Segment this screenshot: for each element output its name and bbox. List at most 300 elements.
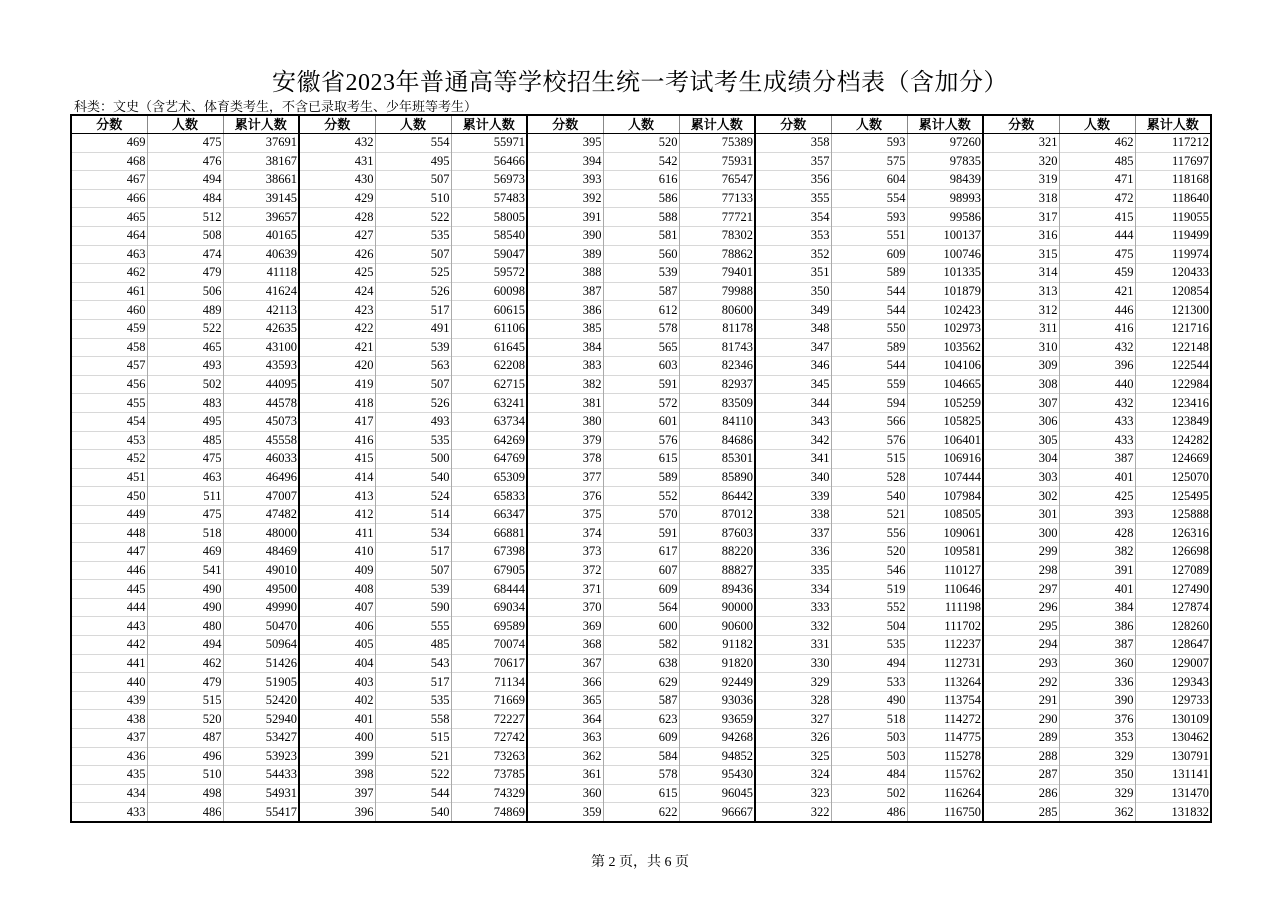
table-cell: 507 (375, 561, 451, 580)
table-cell: 87012 (679, 505, 755, 524)
table-cell: 493 (375, 412, 451, 431)
table-cell: 93036 (679, 691, 755, 710)
table-row (71, 357, 1211, 376)
table-cell: 379 (527, 431, 603, 450)
table-cell: 409 (299, 561, 375, 580)
table-cell: 47007 (223, 487, 299, 506)
table-cell: 89436 (679, 580, 755, 599)
table-cell: 85890 (679, 468, 755, 487)
table-cell: 476 (147, 152, 223, 171)
table-cell: 576 (831, 431, 907, 450)
table-cell: 566 (831, 412, 907, 431)
table-cell: 411 (299, 524, 375, 543)
table-cell: 60615 (451, 301, 527, 320)
table-cell: 60098 (451, 282, 527, 301)
column-header: 分数 (983, 115, 1059, 134)
table-cell: 295 (983, 617, 1059, 636)
table-row (71, 691, 1211, 710)
table-cell: 401 (1059, 468, 1135, 487)
table-cell: 570 (603, 505, 679, 524)
table-row (71, 580, 1211, 599)
table-cell: 425 (299, 264, 375, 283)
table-cell: 128647 (1135, 636, 1211, 655)
table-cell: 117212 (1135, 134, 1211, 153)
table-cell: 387 (1059, 450, 1135, 469)
table-cell: 331 (755, 636, 831, 655)
table-cell: 496 (147, 747, 223, 766)
table-cell: 498 (147, 784, 223, 803)
table-cell: 381 (527, 394, 603, 413)
table-cell: 457 (71, 357, 147, 376)
table-cell: 445 (71, 580, 147, 599)
table-cell: 39145 (223, 189, 299, 208)
table-row (71, 301, 1211, 320)
table-cell: 332 (755, 617, 831, 636)
table-cell: 510 (147, 766, 223, 785)
table-cell: 91182 (679, 636, 755, 655)
table-cell: 81178 (679, 319, 755, 338)
table-cell: 62715 (451, 375, 527, 394)
table-cell: 96045 (679, 784, 755, 803)
table-cell: 354 (755, 208, 831, 227)
table-cell: 410 (299, 543, 375, 562)
table-cell: 586 (603, 189, 679, 208)
table-cell: 528 (831, 468, 907, 487)
table-cell: 102423 (907, 301, 983, 320)
table-cell: 446 (1059, 301, 1135, 320)
table-cell: 334 (755, 580, 831, 599)
table-cell: 110646 (907, 580, 983, 599)
table-cell: 53427 (223, 729, 299, 748)
column-header: 累计人数 (1135, 115, 1211, 134)
table-cell: 372 (527, 561, 603, 580)
table-cell: 487 (147, 729, 223, 748)
table-cell: 353 (755, 226, 831, 245)
table-cell: 48469 (223, 543, 299, 562)
table-cell: 58005 (451, 208, 527, 227)
table-cell: 475 (147, 505, 223, 524)
table-cell: 39657 (223, 208, 299, 227)
column-header: 累计人数 (451, 115, 527, 134)
table-cell: 67905 (451, 561, 527, 580)
table-cell: 546 (831, 561, 907, 580)
table-cell: 414 (299, 468, 375, 487)
table-cell: 594 (831, 394, 907, 413)
table-cell: 408 (299, 580, 375, 599)
table-cell: 365 (527, 691, 603, 710)
table-cell: 128260 (1135, 617, 1211, 636)
table-cell: 522 (375, 208, 451, 227)
document-title: 安徽省2023年普通高等学校招生统一考试考生成绩分档表（含加分） (272, 70, 1008, 96)
table-cell: 310 (983, 338, 1059, 357)
table-cell: 42113 (223, 301, 299, 320)
table-cell: 302 (983, 487, 1059, 506)
table-cell: 422 (299, 319, 375, 338)
table-cell: 534 (375, 524, 451, 543)
table-cell: 69589 (451, 617, 527, 636)
table-cell: 395 (527, 134, 603, 153)
table-cell: 90000 (679, 598, 755, 617)
table-cell: 600 (603, 617, 679, 636)
table-cell: 65309 (451, 468, 527, 487)
table-cell: 40165 (223, 226, 299, 245)
table-cell: 85301 (679, 450, 755, 469)
table-cell: 515 (147, 691, 223, 710)
table-cell: 469 (71, 134, 147, 153)
table-cell: 450 (71, 487, 147, 506)
table-cell: 440 (71, 673, 147, 692)
table-row (71, 171, 1211, 190)
table-cell: 77133 (679, 189, 755, 208)
table-cell: 405 (299, 636, 375, 655)
table-cell: 485 (147, 431, 223, 450)
table-cell: 502 (147, 375, 223, 394)
table-cell: 61106 (451, 319, 527, 338)
table-row (71, 282, 1211, 301)
table-cell: 540 (375, 468, 451, 487)
table-cell: 368 (527, 636, 603, 655)
table-cell: 430 (299, 171, 375, 190)
table-cell: 512 (147, 208, 223, 227)
table-cell: 572 (603, 394, 679, 413)
table-cell: 350 (1059, 766, 1135, 785)
table-cell: 486 (147, 803, 223, 822)
table-cell: 469 (147, 543, 223, 562)
table-cell: 46033 (223, 450, 299, 469)
table-cell: 61645 (451, 338, 527, 357)
table-row (71, 617, 1211, 636)
table-cell: 507 (375, 171, 451, 190)
table-cell: 313 (983, 282, 1059, 301)
table-cell: 114775 (907, 729, 983, 748)
column-header: 人数 (603, 115, 679, 134)
table-cell: 81743 (679, 338, 755, 357)
table-cell: 578 (603, 766, 679, 785)
table-cell: 363 (527, 729, 603, 748)
table-cell: 448 (71, 524, 147, 543)
table-cell: 345 (755, 375, 831, 394)
table-cell: 535 (375, 226, 451, 245)
table-cell: 116264 (907, 784, 983, 803)
table-cell: 506 (147, 282, 223, 301)
table-cell: 131832 (1135, 803, 1211, 822)
table-cell: 82937 (679, 375, 755, 394)
table-cell: 290 (983, 710, 1059, 729)
table-cell: 607 (603, 561, 679, 580)
table-cell: 90600 (679, 617, 755, 636)
table-cell: 121716 (1135, 319, 1211, 338)
table-cell: 59047 (451, 245, 527, 264)
category-note: 科类：文史（含艺术、体育类考生，不含已录取考生、少年班等考生） (74, 99, 478, 114)
table-cell: 519 (831, 580, 907, 599)
table-cell: 524 (375, 487, 451, 506)
table-cell: 116750 (907, 803, 983, 822)
table-cell: 125888 (1135, 505, 1211, 524)
table-cell: 104106 (907, 357, 983, 376)
table-cell: 307 (983, 394, 1059, 413)
table-cell: 353 (1059, 729, 1135, 748)
table-cell: 494 (147, 171, 223, 190)
table-cell: 485 (1059, 152, 1135, 171)
table-cell: 591 (603, 375, 679, 394)
table-cell: 489 (147, 301, 223, 320)
column-header: 累计人数 (679, 115, 755, 134)
table-cell: 463 (147, 468, 223, 487)
table-cell: 515 (375, 729, 451, 748)
table-cell: 455 (71, 394, 147, 413)
table-cell: 609 (831, 245, 907, 264)
table-cell: 108505 (907, 505, 983, 524)
table-cell: 468 (71, 152, 147, 171)
table-cell: 584 (603, 747, 679, 766)
table-cell: 402 (299, 691, 375, 710)
table-cell: 70074 (451, 636, 527, 655)
table-cell: 490 (147, 580, 223, 599)
table-cell: 495 (375, 152, 451, 171)
table-cell: 369 (527, 617, 603, 636)
table-cell: 544 (831, 282, 907, 301)
table-cell: 335 (755, 561, 831, 580)
table-cell: 129733 (1135, 691, 1211, 710)
table-cell: 415 (1059, 208, 1135, 227)
table-cell: 37691 (223, 134, 299, 153)
table-cell: 47482 (223, 505, 299, 524)
table-cell: 86442 (679, 487, 755, 506)
table-cell: 84110 (679, 412, 755, 431)
table-cell: 438 (71, 710, 147, 729)
table-cell: 385 (527, 319, 603, 338)
table-cell: 127490 (1135, 580, 1211, 599)
table-cell: 403 (299, 673, 375, 692)
table-cell: 312 (983, 301, 1059, 320)
table-row (71, 561, 1211, 580)
table-cell: 106401 (907, 431, 983, 450)
table-cell: 288 (983, 747, 1059, 766)
table-cell: 587 (603, 282, 679, 301)
table-cell: 428 (1059, 524, 1135, 543)
table-cell: 465 (71, 208, 147, 227)
table-row (71, 524, 1211, 543)
table-cell: 43100 (223, 338, 299, 357)
table-cell: 508 (147, 226, 223, 245)
table-cell: 444 (71, 598, 147, 617)
table-cell: 64269 (451, 431, 527, 450)
table-cell: 511 (147, 487, 223, 506)
table-cell: 104665 (907, 375, 983, 394)
table-cell: 377 (527, 468, 603, 487)
table-cell: 300 (983, 524, 1059, 543)
table-cell: 554 (375, 134, 451, 153)
table-cell: 285 (983, 803, 1059, 822)
table-cell: 109061 (907, 524, 983, 543)
table-cell: 49990 (223, 598, 299, 617)
table-cell: 393 (1059, 505, 1135, 524)
table-cell: 358 (755, 134, 831, 153)
table-row (71, 598, 1211, 617)
table-cell: 500 (375, 450, 451, 469)
table-cell: 370 (527, 598, 603, 617)
table-cell: 459 (71, 319, 147, 338)
table-cell: 433 (1059, 431, 1135, 450)
table-cell: 329 (1059, 747, 1135, 766)
column-header: 累计人数 (223, 115, 299, 134)
table-cell: 376 (527, 487, 603, 506)
table-cell: 119055 (1135, 208, 1211, 227)
table-cell: 582 (603, 636, 679, 655)
table-cell: 103562 (907, 338, 983, 357)
table-cell: 51426 (223, 654, 299, 673)
table-cell: 407 (299, 598, 375, 617)
table-cell: 623 (603, 710, 679, 729)
table-header-row (71, 115, 1211, 134)
table-cell: 46496 (223, 468, 299, 487)
table-cell: 386 (527, 301, 603, 320)
table-cell: 94852 (679, 747, 755, 766)
table-cell: 502 (831, 784, 907, 803)
table-cell: 367 (527, 654, 603, 673)
table-cell: 360 (527, 784, 603, 803)
table-cell: 535 (375, 431, 451, 450)
table-cell: 352 (755, 245, 831, 264)
table-cell: 66347 (451, 505, 527, 524)
table-cell: 92449 (679, 673, 755, 692)
table-row (71, 412, 1211, 431)
table-cell: 384 (1059, 598, 1135, 617)
table-cell: 533 (831, 673, 907, 692)
column-header: 分数 (755, 115, 831, 134)
table-cell: 94268 (679, 729, 755, 748)
table-cell: 43593 (223, 357, 299, 376)
table-cell: 456 (71, 375, 147, 394)
table-cell: 129343 (1135, 673, 1211, 692)
table-cell: 80600 (679, 301, 755, 320)
table-cell: 507 (375, 245, 451, 264)
table-cell: 479 (147, 264, 223, 283)
table-cell: 589 (831, 338, 907, 357)
table-row (71, 747, 1211, 766)
table-cell: 38661 (223, 171, 299, 190)
table-cell: 42635 (223, 319, 299, 338)
table-cell: 296 (983, 598, 1059, 617)
table-row (71, 803, 1211, 822)
table-cell: 515 (831, 450, 907, 469)
table-cell: 601 (603, 412, 679, 431)
table-cell: 429 (299, 189, 375, 208)
table-cell: 127874 (1135, 598, 1211, 617)
table-cell: 520 (147, 710, 223, 729)
table-cell: 360 (1059, 654, 1135, 673)
table-cell: 462 (1059, 134, 1135, 153)
table-row (71, 543, 1211, 562)
table-cell: 442 (71, 636, 147, 655)
table-cell: 462 (147, 654, 223, 673)
table-cell: 493 (147, 357, 223, 376)
table-cell: 419 (299, 375, 375, 394)
table-row (71, 264, 1211, 283)
table-cell: 115278 (907, 747, 983, 766)
table-cell: 503 (831, 729, 907, 748)
table-cell: 434 (71, 784, 147, 803)
table-cell: 318 (983, 189, 1059, 208)
table-cell: 401 (1059, 580, 1135, 599)
table-cell: 45558 (223, 431, 299, 450)
table-cell: 343 (755, 412, 831, 431)
table-cell: 494 (147, 636, 223, 655)
table-cell: 397 (299, 784, 375, 803)
table-cell: 122984 (1135, 375, 1211, 394)
table-cell: 52940 (223, 710, 299, 729)
table-row (71, 654, 1211, 673)
table-cell: 394 (527, 152, 603, 171)
table-cell: 320 (983, 152, 1059, 171)
table-cell: 107984 (907, 487, 983, 506)
table-cell: 472 (1059, 189, 1135, 208)
table-cell: 400 (299, 729, 375, 748)
table-cell: 604 (831, 171, 907, 190)
table-cell: 435 (71, 766, 147, 785)
table-cell: 380 (527, 412, 603, 431)
table-cell: 362 (1059, 803, 1135, 822)
table-cell: 398 (299, 766, 375, 785)
table-row (71, 487, 1211, 506)
table-cell: 342 (755, 431, 831, 450)
table-cell: 356 (755, 171, 831, 190)
table-cell: 517 (375, 673, 451, 692)
table-cell: 589 (831, 264, 907, 283)
table-cell: 330 (755, 654, 831, 673)
table-cell: 425 (1059, 487, 1135, 506)
table-cell: 382 (527, 375, 603, 394)
table-cell: 341 (755, 450, 831, 469)
table-cell: 317 (983, 208, 1059, 227)
table-cell: 344 (755, 394, 831, 413)
table-cell: 75389 (679, 134, 755, 153)
table-cell: 421 (299, 338, 375, 357)
table-cell: 475 (147, 450, 223, 469)
table-cell: 99586 (907, 208, 983, 227)
table-cell: 122148 (1135, 338, 1211, 357)
table-cell: 399 (299, 747, 375, 766)
table-row (71, 319, 1211, 338)
table-cell: 556 (831, 524, 907, 543)
table-cell: 329 (1059, 784, 1135, 803)
table-cell: 125495 (1135, 487, 1211, 506)
table-cell: 87603 (679, 524, 755, 543)
table-cell: 111198 (907, 598, 983, 617)
table-cell: 55417 (223, 803, 299, 822)
table-cell: 322 (755, 803, 831, 822)
table-cell: 95430 (679, 766, 755, 785)
table-cell: 76547 (679, 171, 755, 190)
table-cell: 304 (983, 450, 1059, 469)
table-cell: 57483 (451, 189, 527, 208)
table-cell: 106916 (907, 450, 983, 469)
table-cell: 424 (299, 282, 375, 301)
column-header: 人数 (1059, 115, 1135, 134)
table-cell: 432 (1059, 394, 1135, 413)
table-cell: 541 (147, 561, 223, 580)
table-cell: 118640 (1135, 189, 1211, 208)
table-cell: 73263 (451, 747, 527, 766)
score-distribution-table (70, 114, 1212, 823)
table-cell: 306 (983, 412, 1059, 431)
table-cell: 539 (603, 264, 679, 283)
table-cell: 446 (71, 561, 147, 580)
table-cell: 544 (375, 784, 451, 803)
table-cell: 55971 (451, 134, 527, 153)
table-cell: 416 (299, 431, 375, 450)
table-row (71, 338, 1211, 357)
